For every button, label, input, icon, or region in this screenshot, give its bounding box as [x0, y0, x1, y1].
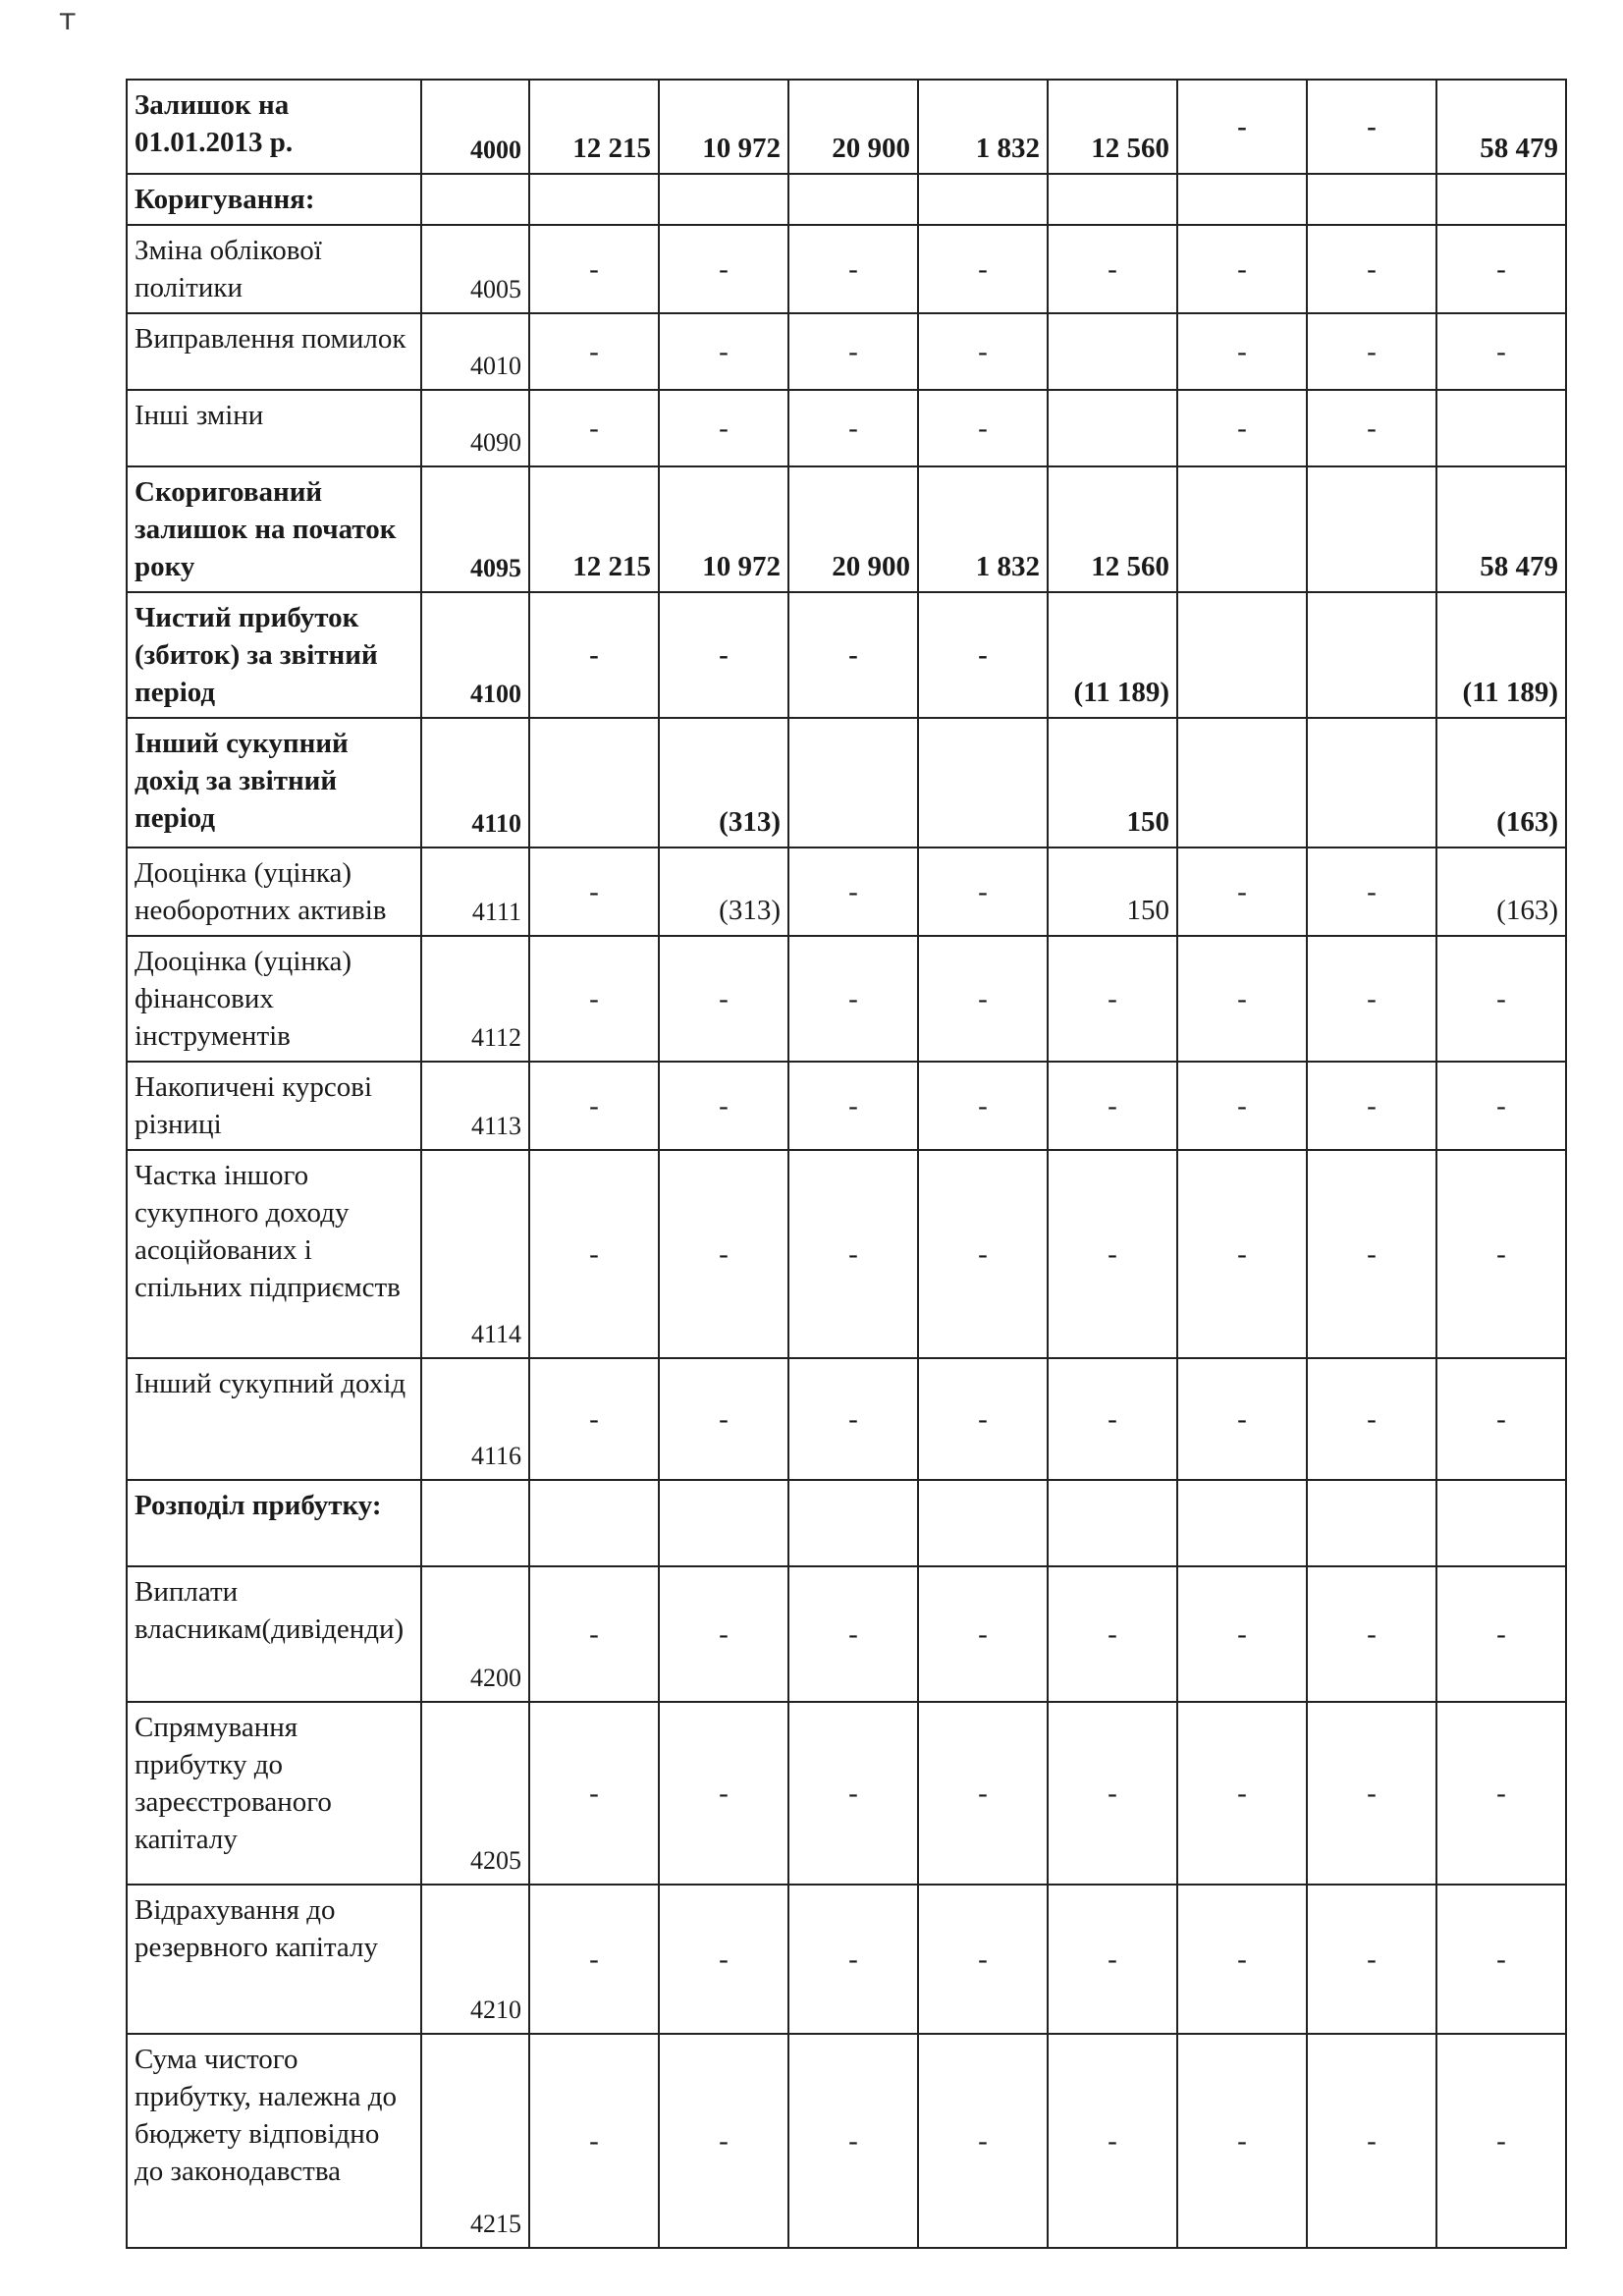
value-cell-col-8: -	[1177, 2034, 1307, 2248]
value-cell-col-8	[1177, 466, 1307, 592]
value-cell-col-9: -	[1307, 80, 1436, 174]
row-label: Залишок на 01.01.2013 р.	[127, 80, 421, 174]
value-cell-col-3: -	[529, 592, 659, 718]
value-cell-col-8: -	[1177, 225, 1307, 313]
row-code: 4095	[421, 466, 529, 592]
value-cell-col-8: -	[1177, 1885, 1307, 2034]
value-cell-col-6: 1 832	[918, 80, 1048, 174]
value-cell-col-10	[1436, 390, 1566, 466]
value-cell-col-8: -	[1177, 1062, 1307, 1150]
value-cell-col-5: -	[788, 1566, 918, 1702]
value-cell-col-6	[918, 1480, 1048, 1566]
row-code: 4116	[421, 1358, 529, 1480]
row-code: 4005	[421, 225, 529, 313]
row-label: Дооцінка (уцінка) фінансових інструментів	[127, 936, 421, 1062]
value-cell-col-7	[1048, 174, 1177, 225]
row-label: Розподіл прибутку:	[127, 1480, 421, 1566]
value-cell-col-9: -	[1307, 225, 1436, 313]
row-code: 4114	[421, 1150, 529, 1358]
value-cell-col-8	[1177, 718, 1307, 847]
table-row-4114	[127, 1150, 1566, 1358]
value-cell-col-6: -	[918, 1062, 1048, 1150]
value-cell-col-10: -	[1436, 1702, 1566, 1885]
value-cell-col-7: -	[1048, 1566, 1177, 1702]
row-label: Коригування:	[127, 174, 421, 225]
value-cell-col-4: (313)	[659, 847, 788, 936]
value-cell-col-7: -	[1048, 1885, 1177, 2034]
equity-statement-table	[126, 79, 1567, 2249]
value-cell-col-9: -	[1307, 2034, 1436, 2248]
value-cell-col-10: -	[1436, 1885, 1566, 2034]
row-code: 4205	[421, 1702, 529, 1885]
row-code: 4112	[421, 936, 529, 1062]
row-label: Сума чистого прибутку, належна до бюджету відповідно до законодавства	[127, 2034, 421, 2248]
value-cell-col-4: -	[659, 2034, 788, 2248]
value-cell-col-5: -	[788, 1358, 918, 1480]
value-cell-col-8	[1177, 174, 1307, 225]
table-row-4111	[127, 847, 1566, 936]
value-cell-col-3	[529, 174, 659, 225]
value-cell-col-3: -	[529, 1566, 659, 1702]
value-cell-col-7: -	[1048, 936, 1177, 1062]
value-cell-col-5: -	[788, 313, 918, 390]
value-cell-col-10	[1436, 1480, 1566, 1566]
value-cell-col-10: -	[1436, 2034, 1566, 2248]
value-cell-col-3: -	[529, 390, 659, 466]
table-row-4215	[127, 2034, 1566, 2248]
row-code	[421, 174, 529, 225]
value-cell-col-4: -	[659, 390, 788, 466]
value-cell-col-9: -	[1307, 847, 1436, 936]
row-label: Зміна облікової політики	[127, 225, 421, 313]
row-label: Спрямування прибутку до зареєстрованого капіталу	[127, 1702, 421, 1885]
row-label: Виправлення помилок	[127, 313, 421, 390]
table-row-4090	[127, 390, 1566, 466]
value-cell-col-6: -	[918, 1885, 1048, 2034]
value-cell-col-7	[1048, 313, 1177, 390]
value-cell-col-9	[1307, 1480, 1436, 1566]
value-cell-col-6: -	[918, 1358, 1048, 1480]
value-cell-col-9: -	[1307, 1358, 1436, 1480]
row-label: Чистий прибуток (збиток) за звітний період	[127, 592, 421, 718]
value-cell-col-5: -	[788, 1062, 918, 1150]
value-cell-col-8	[1177, 1480, 1307, 1566]
value-cell-col-3	[529, 1480, 659, 1566]
value-cell-col-9: -	[1307, 936, 1436, 1062]
value-cell-col-3: -	[529, 225, 659, 313]
value-cell-col-10: 58 479	[1436, 466, 1566, 592]
value-cell-col-6: -	[918, 936, 1048, 1062]
row-code: 4111	[421, 847, 529, 936]
value-cell-col-3: -	[529, 1885, 659, 2034]
value-cell-col-6: 1 832	[918, 466, 1048, 592]
value-cell-col-6: -	[918, 390, 1048, 466]
value-cell-col-6: -	[918, 313, 1048, 390]
row-code: 4210	[421, 1885, 529, 2034]
value-cell-col-3: 12 215	[529, 466, 659, 592]
value-cell-col-5: -	[788, 1702, 918, 1885]
value-cell-col-4: -	[659, 225, 788, 313]
value-cell-col-3: -	[529, 1702, 659, 1885]
value-cell-col-5: -	[788, 1885, 918, 2034]
value-cell-col-6: -	[918, 847, 1048, 936]
value-cell-col-4: -	[659, 1566, 788, 1702]
table-row-4210	[127, 1885, 1566, 2034]
row-label: Дооцінка (уцінка) необоротних активів	[127, 847, 421, 936]
value-cell-col-7: 12 560	[1048, 80, 1177, 174]
value-cell-col-7: (11 189)	[1048, 592, 1177, 718]
value-cell-col-4	[659, 174, 788, 225]
value-cell-col-10: (11 189)	[1436, 592, 1566, 718]
value-cell-col-8	[1177, 592, 1307, 718]
value-cell-col-4: -	[659, 313, 788, 390]
value-cell-col-4: -	[659, 1702, 788, 1885]
value-cell-col-8: -	[1177, 313, 1307, 390]
value-cell-col-6: -	[918, 592, 1048, 718]
value-cell-col-10: -	[1436, 313, 1566, 390]
value-cell-col-9	[1307, 718, 1436, 847]
value-cell-col-8: -	[1177, 1358, 1307, 1480]
value-cell-col-8: -	[1177, 1702, 1307, 1885]
row-label: Відрахування до резервного капіталу	[127, 1885, 421, 2034]
row-code: 4010	[421, 313, 529, 390]
value-cell-col-8: -	[1177, 1150, 1307, 1358]
value-cell-col-10: (163)	[1436, 847, 1566, 936]
value-cell-col-8: -	[1177, 80, 1307, 174]
table-row-4113	[127, 1062, 1566, 1150]
value-cell-col-5: -	[788, 592, 918, 718]
value-cell-col-3: -	[529, 313, 659, 390]
value-cell-col-9: -	[1307, 1566, 1436, 1702]
value-cell-col-5: 20 900	[788, 466, 918, 592]
table-row-section-13	[127, 1480, 1566, 1566]
row-code: 4113	[421, 1062, 529, 1150]
corner-mark: т	[59, 3, 77, 37]
value-cell-col-4: (313)	[659, 718, 788, 847]
value-cell-col-8: -	[1177, 390, 1307, 466]
row-code: 4100	[421, 592, 529, 718]
value-cell-col-7: -	[1048, 1702, 1177, 1885]
value-cell-col-10: (163)	[1436, 718, 1566, 847]
value-cell-col-4: -	[659, 1150, 788, 1358]
value-cell-col-7	[1048, 1480, 1177, 1566]
value-cell-col-6	[918, 718, 1048, 847]
row-label: Інші зміни	[127, 390, 421, 466]
value-cell-col-5: 20 900	[788, 80, 918, 174]
value-cell-col-9	[1307, 592, 1436, 718]
table-body	[127, 80, 1566, 2248]
value-cell-col-3: -	[529, 1150, 659, 1358]
value-cell-col-10: -	[1436, 936, 1566, 1062]
value-cell-col-5	[788, 1480, 918, 1566]
table-row-4112	[127, 936, 1566, 1062]
value-cell-col-3: 12 215	[529, 80, 659, 174]
value-cell-col-3: -	[529, 1358, 659, 1480]
value-cell-col-6	[918, 174, 1048, 225]
row-label: Частка іншого сукупного доходу асоційованих і спільних підприємств	[127, 1150, 421, 1358]
value-cell-col-10: -	[1436, 225, 1566, 313]
value-cell-col-4: 10 972	[659, 466, 788, 592]
table-row-4005	[127, 225, 1566, 313]
value-cell-col-5: -	[788, 847, 918, 936]
value-cell-col-6: -	[918, 2034, 1048, 2248]
value-cell-col-4: -	[659, 592, 788, 718]
value-cell-col-4: -	[659, 1358, 788, 1480]
value-cell-col-7: 12 560	[1048, 466, 1177, 592]
value-cell-col-4: 10 972	[659, 80, 788, 174]
value-cell-col-4	[659, 1480, 788, 1566]
value-cell-col-7: -	[1048, 1358, 1177, 1480]
value-cell-col-4: -	[659, 1885, 788, 2034]
value-cell-col-6: -	[918, 1150, 1048, 1358]
value-cell-col-7	[1048, 390, 1177, 466]
value-cell-col-10: 58 479	[1436, 80, 1566, 174]
row-code: 4110	[421, 718, 529, 847]
value-cell-col-8: -	[1177, 1566, 1307, 1702]
row-label: Інший сукупний дохід за звітний період	[127, 718, 421, 847]
row-code: 4000	[421, 80, 529, 174]
table-row-4010	[127, 313, 1566, 390]
value-cell-col-6: -	[918, 1702, 1048, 1885]
value-cell-col-7: -	[1048, 225, 1177, 313]
table-row-4116	[127, 1358, 1566, 1480]
table-row-4200	[127, 1566, 1566, 1702]
table-row-4000	[127, 80, 1566, 174]
value-cell-col-7: -	[1048, 2034, 1177, 2248]
value-cell-col-5: -	[788, 225, 918, 313]
table-row-4100	[127, 592, 1566, 718]
value-cell-col-9: -	[1307, 313, 1436, 390]
value-cell-col-5: -	[788, 2034, 918, 2248]
value-cell-col-5: -	[788, 936, 918, 1062]
value-cell-col-7: 150	[1048, 847, 1177, 936]
value-cell-col-7: -	[1048, 1062, 1177, 1150]
value-cell-col-3: -	[529, 2034, 659, 2248]
value-cell-col-9: -	[1307, 390, 1436, 466]
row-code: 4200	[421, 1566, 529, 1702]
table-row-section-1	[127, 174, 1566, 225]
value-cell-col-9	[1307, 174, 1436, 225]
value-cell-col-4: -	[659, 936, 788, 1062]
value-cell-col-3	[529, 718, 659, 847]
value-cell-col-9: -	[1307, 1062, 1436, 1150]
value-cell-col-9	[1307, 466, 1436, 592]
value-cell-col-10: -	[1436, 1062, 1566, 1150]
value-cell-col-9: -	[1307, 1150, 1436, 1358]
value-cell-col-10: -	[1436, 1566, 1566, 1702]
row-label: Накопичені курсові різниці	[127, 1062, 421, 1150]
value-cell-col-5: -	[788, 1150, 918, 1358]
value-cell-col-7: 150	[1048, 718, 1177, 847]
value-cell-col-8: -	[1177, 847, 1307, 936]
row-label: Виплати власникам(дивіденди)	[127, 1566, 421, 1702]
table-row-4205	[127, 1702, 1566, 1885]
value-cell-col-5	[788, 174, 918, 225]
row-code	[421, 1480, 529, 1566]
table-row-4095	[127, 466, 1566, 592]
table-row-4110	[127, 718, 1566, 847]
value-cell-col-9: -	[1307, 1702, 1436, 1885]
value-cell-col-5	[788, 718, 918, 847]
value-cell-col-3: -	[529, 1062, 659, 1150]
row-label: Інший сукупний дохід	[127, 1358, 421, 1480]
value-cell-col-8: -	[1177, 936, 1307, 1062]
value-cell-col-10	[1436, 174, 1566, 225]
value-cell-col-10: -	[1436, 1358, 1566, 1480]
row-label: Скоригований залишок на початок року	[127, 466, 421, 592]
value-cell-col-7: -	[1048, 1150, 1177, 1358]
row-code: 4215	[421, 2034, 529, 2248]
value-cell-col-3: -	[529, 936, 659, 1062]
value-cell-col-6: -	[918, 1566, 1048, 1702]
value-cell-col-10: -	[1436, 1150, 1566, 1358]
value-cell-col-4: -	[659, 1062, 788, 1150]
value-cell-col-9: -	[1307, 1885, 1436, 2034]
value-cell-col-3: -	[529, 847, 659, 936]
value-cell-col-5: -	[788, 390, 918, 466]
value-cell-col-6: -	[918, 225, 1048, 313]
row-code: 4090	[421, 390, 529, 466]
